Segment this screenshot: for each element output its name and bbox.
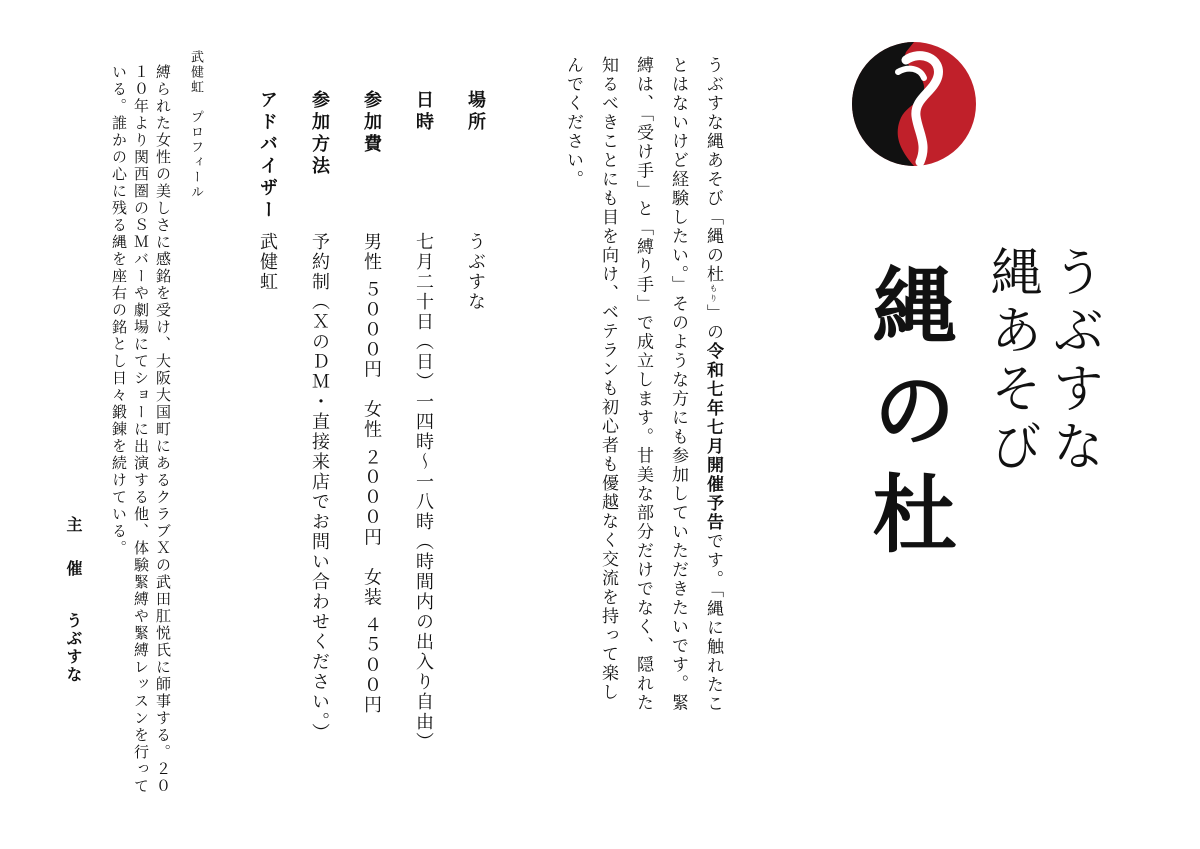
info-value-datetime: 七月二十日（日）一四時〜一八時（時間内の出入り自由）	[413, 232, 434, 752]
info-value-adviser: 武健虹	[257, 232, 278, 292]
intro-text-c: です。「縄に触れたことはないけど経験したい。」そのような方にも参加していただきたいです。緊縛は、「受け手」と「縛り手」で成立します。甘美な部分だけでなく、隠れた知るべきことにも目を向け、ベテランも初心者も優越なく交流を持って楽しんでください。	[563, 56, 723, 714]
info-label-adviser: アドバイザー	[257, 90, 278, 222]
intro-paragraph	[555, 56, 731, 716]
organizer-label: 主催	[64, 516, 83, 604]
info-label-place: 場所	[465, 90, 486, 134]
profile-title: 武健虹 プロフィール	[188, 50, 203, 200]
info-label-fee: 参加費	[361, 90, 382, 156]
subtitle-block	[980, 245, 1104, 477]
profile-text: 縛られた女性の美しさに感銘を受け、大阪大国町にあるクラブＸの武田肛悦氏に師事する。２０１０年より関西圏のＳＭバーや劇場にてショーに出演する他、体験緊縛や緊縛レッスンを行っている。誰かの心に残る縄を座右の銘とし日々鍛錬を続けている。	[110, 64, 172, 795]
intro-announcement: 令和七年七月開催予告	[703, 342, 723, 532]
furigana-mori: もり	[709, 284, 718, 304]
info-label-method: 参加方法	[309, 90, 330, 178]
intro-text-a: うぶすな縄あそび「縄の杜	[703, 56, 723, 284]
info-value-fee: 男性 ５０００円 女性 ２０００円 女装 ４５００円	[361, 232, 382, 716]
intro-text-b: 」の	[703, 304, 723, 342]
info-label-datetime: 日時	[413, 90, 434, 134]
info-value-method: 予約制（ＸのＤＭ・直接来店でお問い合わせください。）	[309, 232, 330, 743]
subtitle-line-1: うぶすな	[1043, 245, 1103, 477]
info-value-place: うぶすな	[465, 232, 486, 312]
subtitle-line-2: 縄あそび	[981, 245, 1041, 477]
organizer-name: うぶすな	[64, 612, 83, 684]
main-title: 縄の杜	[859, 262, 957, 574]
red-black-circle-u-logo-icon	[850, 40, 978, 168]
